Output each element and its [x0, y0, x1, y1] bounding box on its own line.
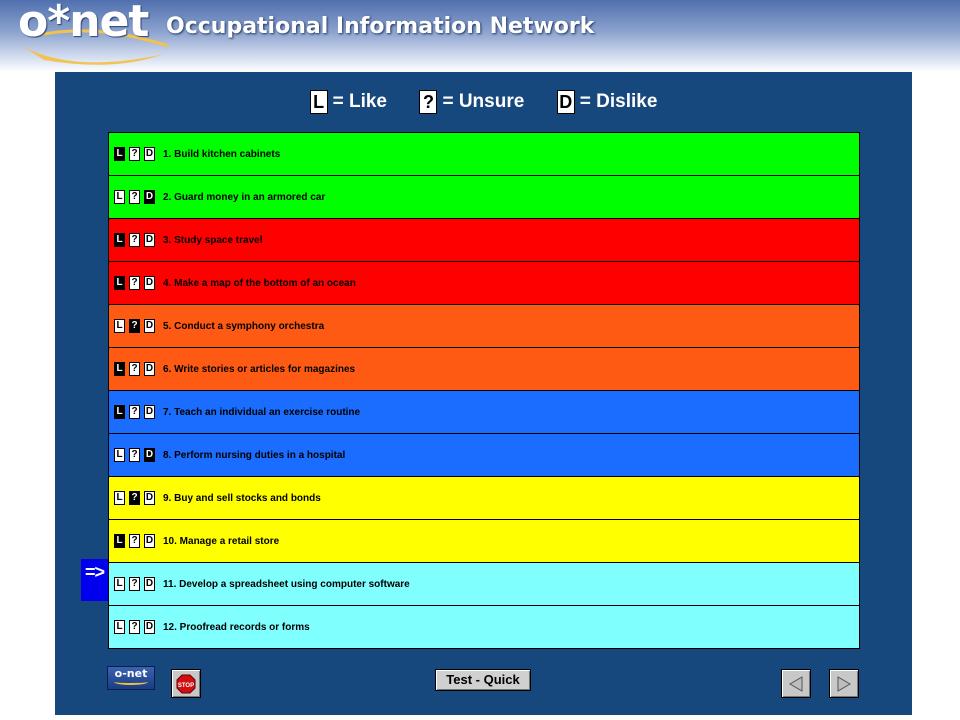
- dislike-key[interactable]: D: [145, 277, 154, 288]
- legend-like-key: L: [310, 90, 328, 114]
- legend-unsure-key: ?: [419, 90, 437, 114]
- dislike-key[interactable]: D: [145, 621, 154, 632]
- list-item: [109, 520, 859, 563]
- list-item-label: 1. Build kitchen cabinets: [163, 148, 281, 160]
- list-item-label: 4. Make a map of the bottom of an ocean: [163, 277, 356, 289]
- legend-dislike-key: D: [557, 90, 575, 114]
- dislike-key[interactable]: D: [145, 148, 154, 159]
- legend-like-text: = Like: [332, 91, 387, 112]
- list-item-label: 12. Proofread records or forms: [163, 621, 310, 633]
- list-item-label: 8. Perform nursing duties in a hospital: [163, 449, 346, 461]
- rating-keys: [114, 233, 159, 247]
- unsure-key[interactable]: ?: [129, 147, 140, 161]
- list-item-label: 6. Write stories or articles for magazines: [163, 363, 356, 375]
- dislike-key[interactable]: D: [145, 535, 154, 546]
- dislike-key[interactable]: D: [145, 363, 154, 374]
- list-item: [109, 477, 859, 520]
- list-item-label: 11. Develop a spreadsheet using computer software: [163, 578, 410, 590]
- list-item: [109, 176, 859, 219]
- list-item: [109, 348, 859, 391]
- list-item: [109, 305, 859, 348]
- unsure-key[interactable]: ?: [129, 276, 140, 290]
- dislike-key[interactable]: D: [145, 234, 154, 245]
- like-key[interactable]: L: [114, 319, 125, 333]
- rating-keys: [114, 319, 159, 333]
- dislike-key[interactable]: D: [145, 492, 154, 503]
- rating-keys: [114, 491, 159, 505]
- header-banner: [0, 0, 960, 72]
- list-item-label: 7. Teach an individual an exercise routine: [163, 406, 361, 418]
- like-key[interactable]: L: [114, 620, 125, 634]
- rating-keys: [114, 448, 159, 462]
- list-item: [109, 434, 859, 477]
- list-item-label: 10. Manage a retail store: [163, 535, 280, 547]
- right-triangle-icon: [835, 675, 853, 693]
- onet-mini-logo[interactable]: [107, 666, 155, 690]
- like-key[interactable]: L: [114, 577, 125, 591]
- unsure-key[interactable]: ?: [129, 577, 140, 591]
- unsure-key[interactable]: ?: [129, 448, 140, 462]
- stop-sign-icon: [176, 674, 196, 694]
- unsure-key[interactable]: ?: [129, 491, 140, 505]
- next-button[interactable]: [829, 669, 859, 698]
- unsure-key[interactable]: ?: [129, 190, 140, 204]
- list-item-label: 5. Conduct a symphony orchestra: [163, 320, 325, 332]
- stop-button[interactable]: [171, 669, 201, 698]
- svg-text:STOP: STOP: [177, 682, 195, 689]
- unsure-key[interactable]: ?: [129, 319, 140, 333]
- legend-unsure: [419, 90, 524, 114]
- main-panel: [55, 72, 912, 715]
- unsure-key[interactable]: ?: [129, 620, 140, 634]
- onet-logo: [14, 2, 174, 70]
- like-key[interactable]: L: [114, 147, 125, 161]
- test-quick-button[interactable]: Test - Quick: [435, 669, 531, 691]
- rating-keys: [114, 147, 159, 161]
- list-item: [109, 219, 859, 262]
- dislike-key[interactable]: D: [145, 406, 154, 417]
- dislike-key[interactable]: D: [145, 320, 154, 331]
- list-item-label: 2. Guard money in an armored car: [163, 191, 326, 203]
- legend-like: [310, 90, 387, 114]
- legend: [55, 90, 912, 116]
- like-key[interactable]: L: [114, 276, 125, 290]
- activity-list: [108, 132, 860, 649]
- list-item: [109, 391, 859, 434]
- logo-text: o*net: [18, 0, 149, 47]
- like-key[interactable]: L: [114, 362, 125, 376]
- list-item: [109, 133, 859, 176]
- unsure-key[interactable]: ?: [129, 405, 140, 419]
- dislike-key[interactable]: D: [145, 449, 154, 460]
- current-item-pointer: =>: [81, 559, 108, 601]
- rating-keys: [114, 362, 159, 376]
- like-key[interactable]: L: [114, 491, 125, 505]
- legend-unsure-text: = Unsure: [442, 91, 525, 112]
- app-title: Occupational Information Network: [166, 14, 595, 39]
- legend-dislike: [557, 90, 658, 114]
- rating-keys: [114, 190, 159, 204]
- unsure-key[interactable]: ?: [129, 362, 140, 376]
- dislike-key[interactable]: D: [145, 191, 154, 202]
- legend-dislike-text: = Dislike: [579, 91, 658, 112]
- rating-keys: [114, 577, 159, 591]
- unsure-key[interactable]: ?: [129, 534, 140, 548]
- like-key[interactable]: L: [114, 405, 125, 419]
- rating-keys: [114, 405, 159, 419]
- list-item: [109, 563, 859, 606]
- rating-keys: [114, 620, 159, 634]
- list-item: [109, 262, 859, 305]
- list-item-label: 3. Study space travel: [163, 234, 263, 246]
- rating-keys: [114, 276, 159, 290]
- like-key[interactable]: L: [114, 190, 125, 204]
- mini-logo-text: o-net: [114, 667, 148, 680]
- rating-keys: [114, 534, 159, 548]
- unsure-key[interactable]: ?: [129, 233, 140, 247]
- dislike-key[interactable]: D: [145, 578, 154, 589]
- like-key[interactable]: L: [114, 233, 125, 247]
- list-item: [109, 606, 859, 648]
- like-key[interactable]: L: [114, 534, 125, 548]
- previous-button[interactable]: [781, 669, 811, 698]
- like-key[interactable]: L: [114, 448, 125, 462]
- list-item-label: 9. Buy and sell stocks and bonds: [163, 492, 321, 504]
- left-triangle-icon: [787, 675, 805, 693]
